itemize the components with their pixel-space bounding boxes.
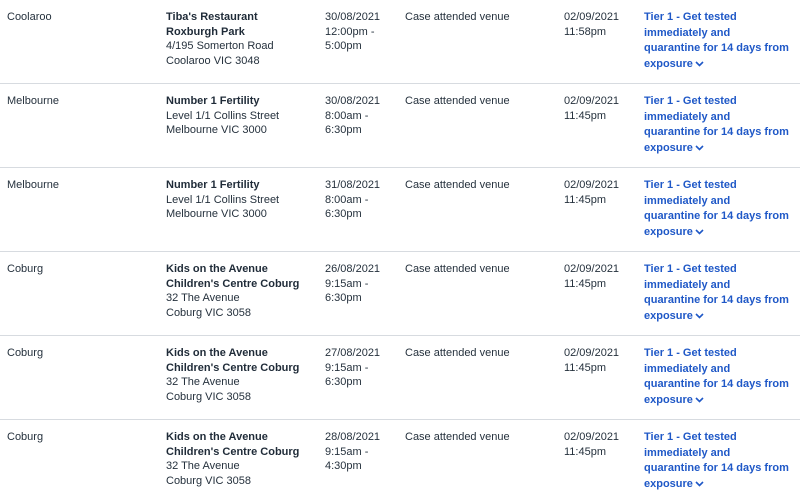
table-row xyxy=(0,84,800,168)
advice-line: Tier 1 - Get tested xyxy=(644,95,737,107)
advice-line: immediately and xyxy=(644,194,731,207)
added-time-cell xyxy=(564,346,634,375)
site-name-line: Children's Centre Coburg xyxy=(166,361,300,374)
added-time: 11:45pm xyxy=(564,277,606,290)
advice-line: immediately and xyxy=(644,110,731,123)
table-row xyxy=(0,0,800,84)
exposure-time-start: 9:15am - xyxy=(325,445,369,458)
exposure-time-start: 9:15am - xyxy=(325,361,369,374)
site-address-line: Level 1/1 Collins Street xyxy=(166,193,280,206)
site-name-line: Kids on the Avenue xyxy=(166,431,268,443)
notes-cell: Case attended venue xyxy=(405,431,510,443)
exposure-period-cell xyxy=(325,178,395,222)
health-advice-toggle[interactable] xyxy=(644,430,796,493)
added-date: 02/09/2021 xyxy=(564,179,620,191)
exposure-period-cell xyxy=(325,430,395,474)
advice-line: immediately and xyxy=(644,26,731,39)
notes-cell: Case attended venue xyxy=(405,347,510,359)
suburb-cell: Melbourne xyxy=(7,95,59,107)
exposure-time-end: 4:30pm xyxy=(325,460,362,472)
site-address-line: 32 The Avenue xyxy=(166,460,240,472)
site-name-line: Children's Centre Coburg xyxy=(166,277,300,290)
advice-line: quarantine for 14 days from xyxy=(644,378,789,391)
chevron-down-icon[interactable] xyxy=(695,396,704,404)
added-time-cell xyxy=(564,262,634,291)
added-time-cell xyxy=(564,10,634,39)
suburb-cell: Coburg xyxy=(7,263,44,275)
health-advice-toggle[interactable] xyxy=(644,262,796,325)
suburb-cell: Coolaroo xyxy=(7,11,52,23)
exposure-time-start: 9:15am - xyxy=(325,277,369,290)
advice-line: Tier 1 - Get tested xyxy=(644,179,737,191)
exposure-period-cell xyxy=(325,94,395,138)
site-cell xyxy=(166,430,316,488)
site-name-line: Tiba's Restaurant xyxy=(166,11,258,23)
notes-cell: Case attended venue xyxy=(405,179,510,191)
site-address-line: Coburg VIC 3058 xyxy=(166,306,251,319)
exposure-date: 28/08/2021 xyxy=(325,431,381,443)
added-time: 11:45pm xyxy=(564,361,606,374)
suburb-cell: Coburg xyxy=(7,431,44,443)
exposure-date: 31/08/2021 xyxy=(325,179,381,191)
exposure-date: 30/08/2021 xyxy=(325,11,381,23)
site-name-line: Children's Centre Coburg xyxy=(166,445,300,458)
table-row xyxy=(0,252,800,336)
exposure-date: 27/08/2021 xyxy=(325,347,381,359)
chevron-down-icon[interactable] xyxy=(695,60,704,68)
advice-line: quarantine for 14 days from xyxy=(644,42,789,55)
exposure-time-end: 5:00pm xyxy=(325,40,362,52)
exposure-time-end: 6:30pm xyxy=(325,208,362,220)
site-address-line: Coburg VIC 3058 xyxy=(166,390,251,403)
site-name-line: Number 1 Fertility xyxy=(166,95,260,107)
added-date: 02/09/2021 xyxy=(564,11,620,23)
site-cell xyxy=(166,10,316,68)
added-time-cell xyxy=(564,430,634,459)
notes-cell: Case attended venue xyxy=(405,263,510,275)
advice-line: exposure xyxy=(644,310,693,323)
advice-line: immediately and xyxy=(644,362,731,375)
exposure-time-start: 8:00am - xyxy=(325,193,369,206)
advice-line: Tier 1 - Get tested xyxy=(644,431,737,443)
site-name-line: Roxburgh Park xyxy=(166,25,245,38)
site-cell xyxy=(166,94,316,138)
exposure-time-end: 6:30pm xyxy=(325,292,362,304)
exposure-time-end: 6:30pm xyxy=(325,376,362,388)
advice-line: exposure xyxy=(644,142,693,155)
advice-line: quarantine for 14 days from xyxy=(644,294,789,307)
site-name-line: Number 1 Fertility xyxy=(166,179,260,191)
added-time-cell xyxy=(564,178,634,207)
table-row xyxy=(0,420,800,500)
suburb-cell: Melbourne xyxy=(7,179,59,191)
notes-cell: Case attended venue xyxy=(405,11,510,23)
exposure-time-end: 6:30pm xyxy=(325,124,362,136)
exposure-time-start: 12:00pm - xyxy=(325,25,375,38)
added-time: 11:45pm xyxy=(564,109,606,122)
exposure-date: 30/08/2021 xyxy=(325,95,381,107)
site-address-line: Coburg VIC 3058 xyxy=(166,474,251,487)
advice-line: immediately and xyxy=(644,278,731,291)
chevron-down-icon[interactable] xyxy=(695,312,704,320)
advice-line: quarantine for 14 days from xyxy=(644,126,789,139)
advice-line: exposure xyxy=(644,478,693,491)
chevron-down-icon[interactable] xyxy=(695,480,704,488)
site-address-line: Coolaroo VIC 3048 xyxy=(166,54,260,67)
added-date: 02/09/2021 xyxy=(564,431,620,443)
advice-line: exposure xyxy=(644,226,693,239)
site-address-line: 32 The Avenue xyxy=(166,376,240,388)
table-row xyxy=(0,168,800,252)
advice-line: exposure xyxy=(644,58,693,71)
added-time: 11:58pm xyxy=(564,25,606,38)
advice-line: Tier 1 - Get tested xyxy=(644,347,737,359)
table-row xyxy=(0,336,800,420)
advice-line: Tier 1 - Get tested xyxy=(644,11,737,23)
exposure-time-start: 8:00am - xyxy=(325,109,369,122)
notes-cell: Case attended venue xyxy=(405,95,510,107)
advice-line: quarantine for 14 days from xyxy=(644,210,789,223)
site-cell xyxy=(166,262,316,320)
advice-line: Tier 1 - Get tested xyxy=(644,263,737,275)
added-date: 02/09/2021 xyxy=(564,347,620,359)
health-advice-toggle[interactable] xyxy=(644,178,796,241)
added-date: 02/09/2021 xyxy=(564,95,620,107)
exposure-period-cell xyxy=(325,346,395,390)
health-advice-toggle[interactable] xyxy=(644,94,796,157)
site-address-line: Level 1/1 Collins Street xyxy=(166,109,280,122)
chevron-down-icon[interactable] xyxy=(695,228,704,236)
exposure-period-cell xyxy=(325,262,395,306)
advice-line: exposure xyxy=(644,394,693,407)
exposure-period-cell xyxy=(325,10,395,54)
site-name-line: Kids on the Avenue xyxy=(166,347,268,359)
advice-line: quarantine for 14 days from xyxy=(644,462,789,475)
added-time: 11:45pm xyxy=(564,445,606,458)
added-time-cell xyxy=(564,94,634,123)
exposure-date: 26/08/2021 xyxy=(325,263,381,275)
site-address-line: 32 The Avenue xyxy=(166,292,240,304)
site-cell xyxy=(166,346,316,404)
advice-line: immediately and xyxy=(644,446,731,459)
site-address-line: Melbourne VIC 3000 xyxy=(166,208,267,220)
site-cell xyxy=(166,178,316,222)
health-advice-toggle[interactable] xyxy=(644,346,796,409)
added-date: 02/09/2021 xyxy=(564,263,620,275)
site-name-line: Kids on the Avenue xyxy=(166,263,268,275)
suburb-cell: Coburg xyxy=(7,347,44,359)
chevron-down-icon[interactable] xyxy=(695,144,704,152)
site-address-line: 4/195 Somerton Road xyxy=(166,40,274,52)
site-address-line: Melbourne VIC 3000 xyxy=(166,124,267,136)
added-time: 11:45pm xyxy=(564,193,606,206)
health-advice-toggle[interactable] xyxy=(644,10,796,73)
